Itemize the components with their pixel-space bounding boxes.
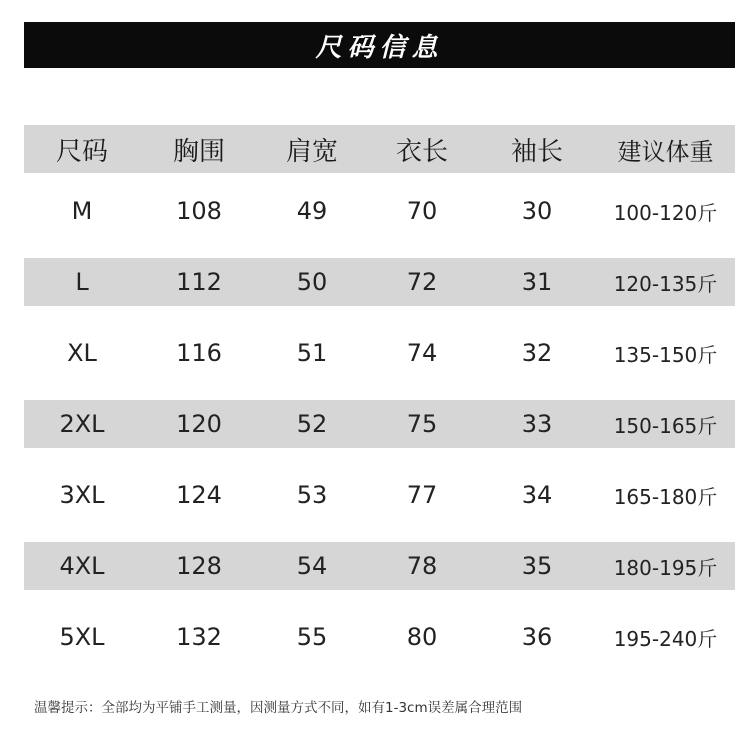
sleeve-cell: 35 xyxy=(521,552,553,580)
sleeve-cell: 31 xyxy=(521,268,553,296)
sleeve-cell: 36 xyxy=(521,623,553,651)
chest-cell: 132 xyxy=(176,623,222,651)
table-row xyxy=(24,329,735,377)
header-weight: 建议体重 xyxy=(617,137,714,166)
table-header-row xyxy=(24,125,735,173)
table-row xyxy=(24,187,735,235)
length-cell: 74 xyxy=(406,339,438,367)
table-row xyxy=(24,542,735,590)
length-cell: 78 xyxy=(406,552,438,580)
sleeve-cell: 34 xyxy=(521,481,553,509)
shoulder-cell: 55 xyxy=(296,623,328,651)
size-table xyxy=(24,125,735,661)
length-cell: 72 xyxy=(406,268,438,296)
size-cell: XL xyxy=(67,339,97,367)
header-chest: 胸围 xyxy=(172,136,225,167)
header-size: 尺码 xyxy=(55,136,108,167)
weight-cell: 195-240斤 xyxy=(613,626,718,651)
shoulder-cell: 49 xyxy=(296,197,328,225)
header-shoulder: 肩宽 xyxy=(285,136,338,167)
table-row xyxy=(24,613,735,661)
sleeve-cell: 30 xyxy=(521,197,553,225)
chest-cell: 112 xyxy=(176,268,222,296)
length-cell: 80 xyxy=(406,623,438,651)
weight-cell: 100-120斤 xyxy=(613,200,718,225)
size-cell: M xyxy=(71,197,93,225)
chest-cell: 108 xyxy=(176,197,222,225)
shoulder-cell: 54 xyxy=(296,552,328,580)
table-row xyxy=(24,258,735,306)
sleeve-cell: 32 xyxy=(521,339,553,367)
weight-cell: 180-195斤 xyxy=(613,555,718,580)
weight-cell: 135-150斤 xyxy=(613,342,718,367)
weight-cell: 165-180斤 xyxy=(613,484,718,509)
page-title: 尺码信息 xyxy=(315,32,444,63)
weight-cell: 150-165斤 xyxy=(613,413,718,438)
length-cell: 70 xyxy=(406,197,438,225)
sleeve-cell: 33 xyxy=(521,410,553,438)
size-cell: 3XL xyxy=(59,481,105,509)
chest-cell: 116 xyxy=(176,339,222,367)
title-bar xyxy=(24,22,735,68)
size-cell: L xyxy=(75,268,89,296)
footnote: 温馨提示：全部均为平铺手工测量，因测量方式不同，如有1-3cm误差属合理范围 xyxy=(34,700,523,716)
chest-cell: 128 xyxy=(176,552,222,580)
table-row xyxy=(24,471,735,519)
size-cell: 4XL xyxy=(59,552,105,580)
table-row xyxy=(24,400,735,448)
header-sleeve: 袖长 xyxy=(510,136,563,167)
weight-cell: 120-135斤 xyxy=(613,271,718,296)
shoulder-cell: 51 xyxy=(296,339,328,367)
length-cell: 77 xyxy=(406,481,438,509)
length-cell: 75 xyxy=(406,410,438,438)
header-length: 衣长 xyxy=(395,136,448,167)
chest-cell: 120 xyxy=(176,410,222,438)
shoulder-cell: 50 xyxy=(296,268,328,296)
chest-cell: 124 xyxy=(176,481,222,509)
shoulder-cell: 53 xyxy=(296,481,328,509)
shoulder-cell: 52 xyxy=(296,410,328,438)
size-cell: 2XL xyxy=(59,410,105,438)
size-cell: 5XL xyxy=(59,623,105,651)
